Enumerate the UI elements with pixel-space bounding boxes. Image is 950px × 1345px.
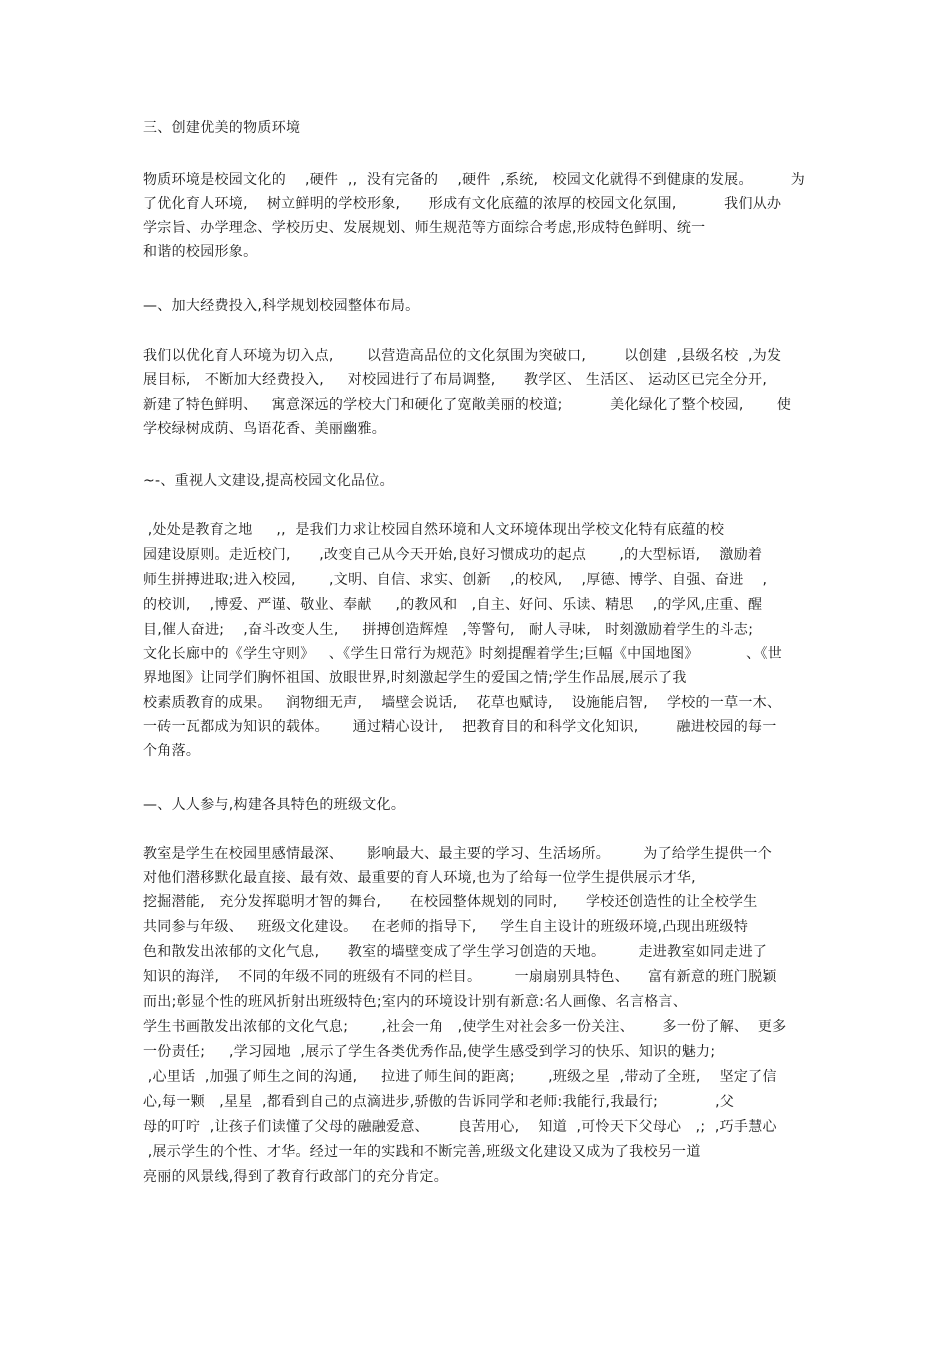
paragraph-line: ,展示学生的个性、才华。经过一年的实践和不断完善,班级文化建设又成为了我校另一道 bbox=[143, 1144, 701, 1160]
paragraph-line: 目,催人奋进; ,奋斗改变人生, 拼搏创造辉煌 ,等警句, 耐人寻味, 时刻激励着学生的斗志; bbox=[143, 622, 754, 638]
subsection-title-2: ~-、重视人文建设,提高校园文化品位。 bbox=[143, 473, 394, 489]
paragraph-line: 学宗旨、办学理念、学校历史、发展规划、师生规范等方面综合考虑,形成特色鲜明、统一 bbox=[143, 220, 706, 236]
paragraph-line: 共同参与年级、 班级文化建设。 在老师的指导下, 学生自主设计的班级环境,凸现出班级特 bbox=[143, 919, 749, 935]
paragraph-line: 界地图》让同学们胸怀祖国、放眼世界,时刻激起学生的爱国之情;学生作品展,展示了我 bbox=[143, 670, 687, 686]
paragraph-line: 心,每一颗 ,星星 ,都看到自己的点滴进步,骄傲的告诉同学和老师:我能行,我最行; ,父 bbox=[143, 1094, 735, 1110]
paragraph-line: 个角落。 bbox=[143, 743, 201, 759]
paragraph-line: ,心里话 ,加强了师生之间的沟通, 拉进了师生间的距离; ,班级之星 ,带动了全班, 坚定了信 bbox=[143, 1069, 777, 1085]
paragraph-line: 的校训, ,博爱、严谨、敬业、奉献 ,的教风和 ,自主、好问、乐读、精思 ,的学风,庄重、醒 bbox=[143, 597, 763, 613]
section-title: 三、创建优美的物质环境 bbox=[143, 120, 301, 136]
paragraph-line: ,处处是教育之地 ,, 是我们力求让校园自然环境和人文环境体现出学校文化特有底蕴的校 bbox=[143, 522, 725, 538]
paragraph-line: 挖掘潜能, 充分发挥聪明才智的舞台, 在校园整体规划的同时, 学校还创造性的让全校学生 bbox=[143, 894, 758, 910]
paragraph-line: 教室是学生在校园里感情最深、 影响最大、最主要的学习、生活场所。 为了给学生提供一个 bbox=[143, 846, 772, 862]
paragraph-line: 我们以优化育人环境为切入点, 以营造高品位的文化氛围为突破口, 以创建 ,县级名校 ,为发 bbox=[143, 348, 782, 364]
paragraph-line: 亮丽的风景线,得到了教育行政部门的充分肯定。 bbox=[143, 1169, 449, 1185]
paragraph-line: 展目标, 不断加大经费投入, 对校园进行了布局调整, 教学区、 生活区、 运动区已完全分开, bbox=[143, 372, 768, 388]
paragraph-line: 母的叮咛 ,让孩子们读懂了父母的融融爱意、 良苦用心, 知道 ,可怜天下父母心 ,; ,巧手慧心 bbox=[143, 1119, 777, 1135]
paragraph-line: 一份责任; ,学习园地 ,展示了学生各类优秀作品,使学生感受到学习的快乐、知识的魅力; bbox=[143, 1044, 716, 1060]
paragraph-line: 色和散发出浓郁的文化气息, 教室的墙壁变成了学生学习创造的天地。 走进教室如同走进了 bbox=[143, 944, 768, 960]
paragraph-line: 对他们潜移默化最直接、最有效、最重要的育人环境,也为了给每一位学生提供展示才华, bbox=[143, 870, 696, 886]
paragraph-line: 师生拼搏进取;进入校园, ,文明、自信、求实、创新 ,的校风, ,厚德、博学、自强、奋进 , bbox=[143, 572, 768, 588]
paragraph-line: 校素质教育的成果。 润物细无声, 墙壁会说话, 花草也赋诗, 设施能启智, 学校的一草一木、 bbox=[143, 695, 782, 711]
paragraph-line: 一砖一瓦都成为知识的载体。 通过精心设计, 把教育目的和科学文化知识, 融进校园的每一 bbox=[143, 719, 777, 735]
paragraph-line: 新建了特色鲜明、 寓意深远的学校大门和硬化了宽敞美丽的校道; 美化绿化了整个校园, 使 bbox=[143, 397, 792, 413]
paragraph-line: 文化长廊中的《学生守则》 、《学生日常行为规范》时刻提醒着学生;巨幅《中国地图》 、《世 bbox=[143, 646, 783, 662]
paragraph-line: 学生书画散发出浓郁的文化气息; ,社会一角 ,使学生对社会多一份关注、 多一份了解、 更多 bbox=[143, 1019, 787, 1035]
subsection-title-1: —、加大经费投入,科学规划校园整体布局。 bbox=[143, 298, 420, 314]
paragraph-line: 而出;彰显个性的班风折射出班级特色;室内的环境设计别有新意:名人画像、名言格言、 bbox=[143, 994, 688, 1010]
paragraph-line: 知识的海洋, 不同的年级不同的班级有不同的栏目。 一扇扇别具特色、 富有新意的班门脱颖 bbox=[143, 969, 777, 985]
paragraph-line: 物质环境是校园文化的 ,硬件 ,, 没有完备的 ,硬件 ,系统, 校园文化就得不到健康的发展。 为 bbox=[143, 172, 806, 188]
paragraph-line: 了优化育人环境, 树立鲜明的学校形象, 形成有文化底蕴的浓厚的校园文化氛围, 我们从办 bbox=[143, 196, 782, 212]
paragraph-line: 园建设原则。走近校门, ,改变自己从今天开始,良好习惯成功的起点 ,的大型标语, 激励着 bbox=[143, 547, 763, 563]
paragraph-line: 学校绿树成荫、鸟语花香、美丽幽雅。 bbox=[143, 421, 387, 437]
paragraph-line: 和谐的校园形象。 bbox=[143, 244, 258, 260]
subsection-title-3: —、人人参与,构建各具特色的班级文化。 bbox=[143, 797, 406, 813]
